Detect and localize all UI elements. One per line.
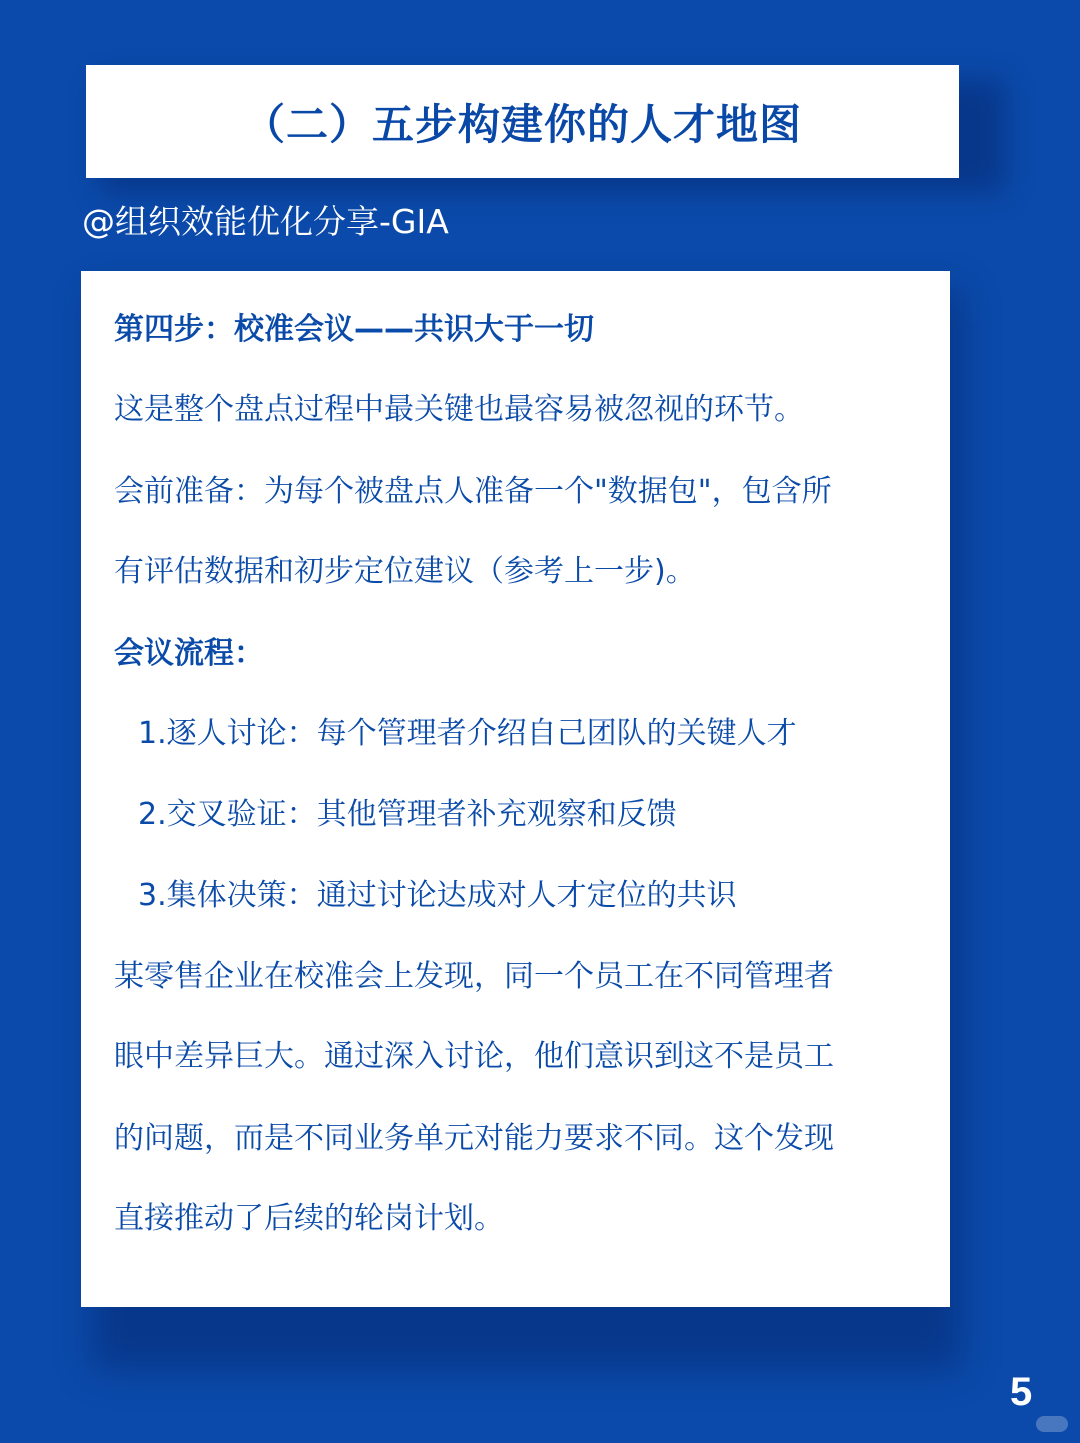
page-title: （二）五步构建你的人才地图 [242,99,802,149]
author-handle: @组织效能优化分享-GIA [82,202,449,241]
step-heading: 第四步：校准会议——共识大于一切 [114,312,594,347]
process-item-1: 1.逐人讨论：每个管理者介绍自己团队的关键人才 [138,716,797,751]
title-banner [86,65,959,178]
process-item-3: 3.集体决策：通过讨论达成对人才定位的共识 [138,878,737,913]
prep-text-line-1: 会前准备：为每个被盘点人准备一个"数据包"，包含所 [114,474,832,509]
case-text-line-3: 的问题，而是不同业务单元对能力要求不同。这个发现 [114,1121,834,1156]
content-card [81,271,950,1307]
case-text-line-1: 某零售企业在校准会上发现，同一个员工在不同管理者 [114,959,834,994]
process-item-2: 2.交叉验证：其他管理者补充观察和反馈 [138,797,677,832]
intro-text: 这是整个盘点过程中最关键也最容易被忽视的环节。 [114,392,804,427]
case-text-line-4: 直接推动了后续的轮岗计划。 [114,1201,504,1236]
watermark-badge [1036,1416,1068,1432]
case-text-line-2: 眼中差异巨大。通过深入讨论，他们意识到这不是员工 [114,1039,834,1074]
page-number: 5 [1010,1370,1033,1414]
prep-text-line-2: 有评估数据和初步定位建议（参考上一步)。 [114,554,696,589]
process-heading: 会议流程： [114,636,264,671]
